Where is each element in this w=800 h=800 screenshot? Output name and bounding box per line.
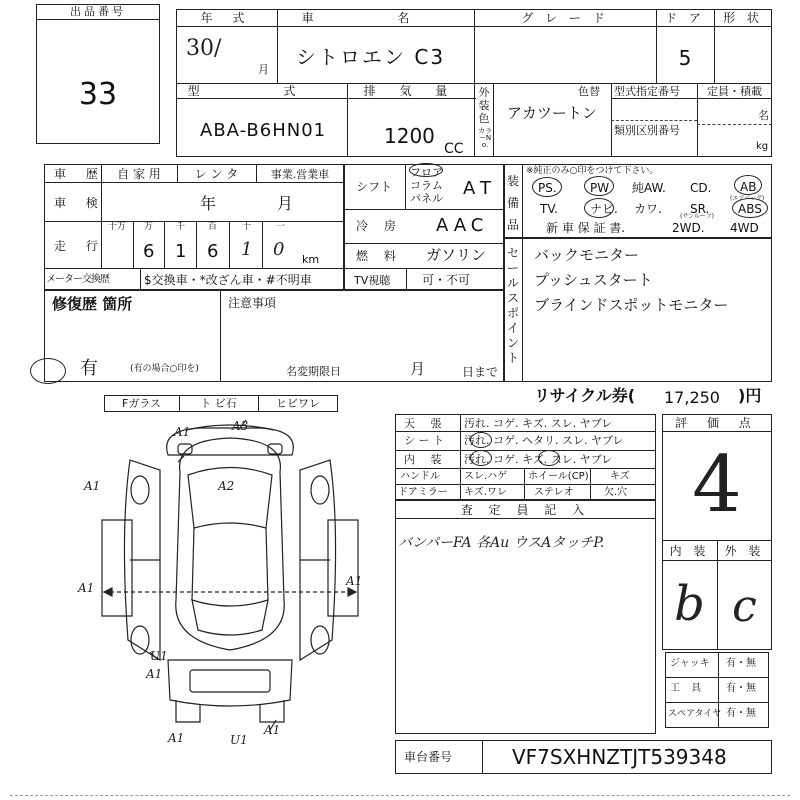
mileage-unit-10: 十 <box>242 222 252 232</box>
inspection-month-unit: 月 <box>277 194 294 213</box>
stereo-label: ステレオ <box>534 487 574 498</box>
inspection-label: 車 検 <box>54 196 106 210</box>
mark-a1-right: A1 <box>346 574 363 588</box>
shift-option-floor: フロア <box>410 166 443 179</box>
mirror-label: ドアミラー <box>398 487 448 498</box>
tv-value: 可・不可 <box>422 273 471 287</box>
color-no-label: カラーNo. <box>478 127 492 149</box>
history-private: 自 家 用 <box>117 167 161 181</box>
seat-dirt-circle <box>470 432 492 448</box>
wheel-label: ホイール(CP) <box>528 471 589 482</box>
mileage-unit-100: 百 <box>208 222 218 232</box>
chassis-number: VF7SXHNZTJT539348 <box>512 745 727 769</box>
grade-exterior-label: 外 装 <box>724 544 765 558</box>
name-change-label: 名変期限日 <box>286 365 341 378</box>
year-label: 年 式 <box>200 11 253 25</box>
grade-label: グ レ ー ド <box>521 11 609 25</box>
equip-warranty: 新 車 保 証 書. <box>546 221 626 235</box>
mileage-unit-1k: 千 <box>176 222 186 232</box>
equip-4wd: 4WD <box>730 221 759 235</box>
mirror-options: キズ.ワレ <box>464 487 507 498</box>
history-label: 車 歴 <box>54 167 106 181</box>
mileage-digit-100: 6 <box>207 241 219 262</box>
equip-sr-note: (サンルーフ) <box>680 213 714 220</box>
equip-tv: TV. <box>540 202 558 216</box>
history-rental: レ ン タ <box>194 167 239 181</box>
interior-seat-options: 汚れ. コゲ. ヘタリ. スレ. ヤブレ <box>464 434 624 447</box>
tool-spare-value: 有・無 <box>726 708 756 719</box>
recycle-label: リサイクル券( <box>534 386 636 405</box>
mark-u1-rear: U1 <box>230 733 248 747</box>
meter-options: $交換車・*改ざん車・#不明車 <box>144 273 312 287</box>
interior-ceiling-label: 天 張 <box>404 417 448 430</box>
color-change-label: 色替 <box>578 85 600 98</box>
inspector-label: 査 定 員 記 入 <box>460 503 591 517</box>
capacity-label: 定員・積載 <box>707 85 762 98</box>
trim-dirt-circle <box>470 450 492 466</box>
exterior-label: 外装色 <box>478 86 490 125</box>
shift-label: シフト <box>356 180 393 194</box>
interior-trim-options: 汚れ. コゲ. キズ. スレ. ヤブレ <box>464 453 613 466</box>
displacement-unit: CC <box>444 141 464 157</box>
doors-label: ド ア <box>665 11 705 25</box>
fuel-value: ガソリン <box>426 246 487 264</box>
mileage-digit-1k: 1 <box>175 241 187 262</box>
ac-label: 冷 房 <box>356 219 402 233</box>
mark-a1-left: A1 <box>78 581 95 595</box>
steering-label: ハンドル <box>400 471 440 482</box>
name-change-month: 月 <box>410 360 426 378</box>
make-value: シトロエン C3 <box>296 45 446 69</box>
sales-points-label: セールスポイント <box>506 246 519 365</box>
equip-leather: カワ. <box>634 202 662 216</box>
equip-ps: PS. <box>538 181 557 195</box>
steering-options: スレ.ハゲ <box>464 471 508 482</box>
equip-aw: 純AW. <box>632 181 666 195</box>
equip-sr: SR. <box>690 202 710 216</box>
model-label: 型 式 <box>187 84 336 98</box>
trim-scratch-circle <box>538 450 560 466</box>
model-value: ABA-B6HN01 <box>200 120 327 141</box>
shape-label: 形 状 <box>723 11 763 25</box>
class-label: 類別区別番号 <box>614 124 680 137</box>
mark-a1-rear: A1 <box>168 731 185 745</box>
mark-u1-side: U1 <box>150 649 168 663</box>
equip-2wd: 2WD. <box>672 221 705 235</box>
interior-ceiling-options: 汚れ. コゲ. キズ. スレ. ヤブレ <box>464 417 613 430</box>
grade-label: 評 価 点 <box>675 416 759 430</box>
color-value: アカツートン <box>507 104 597 122</box>
repair-label: 修復歴 箇所 <box>52 295 133 313</box>
inspection-year-unit: 年 <box>200 194 217 213</box>
cautions-label: 注意事項 <box>228 296 277 310</box>
grade-exterior-value: c <box>732 581 757 632</box>
sales-point-1: バックモニター <box>534 246 640 264</box>
recycle-unit: )円 <box>738 386 762 405</box>
mileage-digit-10: 1 <box>241 239 253 260</box>
mileage-digit-1: 0 <box>273 239 285 260</box>
stereo-options: 欠.穴 <box>604 487 628 498</box>
make-label: 車 名 <box>301 11 450 25</box>
equip-pw: PW <box>590 181 610 195</box>
mileage-digit-10k: 6 <box>143 241 155 262</box>
mileage-unit-1: 一 <box>276 222 286 232</box>
equipment-label: 装備品 <box>506 174 519 232</box>
tool-kit-label: 工 具 <box>670 683 706 694</box>
chassis-label: 車台番号 <box>404 750 453 764</box>
glass-chip: ト ビ石 <box>200 397 237 410</box>
lot-number: 33 <box>78 77 118 112</box>
tv-label: TV視聴 <box>354 274 391 287</box>
wheel-options: キズ <box>610 471 630 482</box>
capacity-unit-people: 名 <box>758 109 769 122</box>
mileage-unit: km <box>302 253 320 266</box>
equip-abs: ABS <box>738 202 762 216</box>
displacement-label: 排 気 量 <box>363 84 458 98</box>
interior-trim-label: 内 装 <box>404 453 448 466</box>
mark-a1-rear-left: A1 <box>146 667 163 681</box>
sales-point-2: プッシュスタート <box>534 271 653 289</box>
name-change-day: 日まで <box>462 365 499 379</box>
doors-value: 5 <box>678 46 692 70</box>
equip-navi: ナビ. <box>590 202 618 216</box>
mark-a1-front: A1 <box>174 425 191 439</box>
inspector-note: バンパーFA 各Au ウスAタッチP. <box>398 535 605 551</box>
displacement-value: 1200 <box>384 124 435 148</box>
shift-option-column: コラム <box>410 179 443 192</box>
grade-interior-label: 内 装 <box>669 544 710 558</box>
recycle-amount: 17,250 <box>664 388 720 407</box>
ac-value: AAC <box>436 215 489 236</box>
interior-seat-label: シ ー ト <box>404 434 444 447</box>
mark-a2: A2 <box>218 479 235 493</box>
glass-f: Fガラス <box>122 397 161 410</box>
glass-crack: ヒビワレ <box>276 397 320 410</box>
mileage-unit-10k: 万 <box>144 222 154 232</box>
repair-note: (有の場合○印を) <box>130 364 199 374</box>
tool-spare-label: スペアタイヤ <box>668 709 722 719</box>
fuel-label: 燃 料 <box>356 249 402 263</box>
tool-jack-label: ジャッキ <box>670 658 710 669</box>
equip-ab: AB <box>740 180 757 194</box>
sales-point-3: ブラインドスポットモニター <box>534 296 729 314</box>
grade-interior-value: b <box>674 576 705 632</box>
tool-kit-value: 有・無 <box>726 683 756 694</box>
mark-a1-left-front: A1 <box>84 479 101 493</box>
meter-label: メーター交換歴 <box>46 274 109 285</box>
shift-option-panel: パネル <box>410 192 443 205</box>
equip-ab-note: (エアバッグ) <box>730 195 765 202</box>
year-value: 30/ <box>186 36 222 61</box>
type-approval-label: 型式指定番号 <box>614 85 680 98</box>
history-business: 事業.営業車 <box>270 168 330 181</box>
shift-value: AT <box>463 178 497 199</box>
equip-cd: CD. <box>690 181 712 195</box>
mark-a3: A3 <box>232 419 249 433</box>
year-unit: 月 <box>258 63 269 76</box>
mark-a1-rear-right: A1 <box>264 723 281 737</box>
mileage-unit-100k: 十万 <box>108 222 127 232</box>
equipment-note: ※純正のみ○印をつけて下さい。 <box>526 166 659 176</box>
grade-score: 4 <box>692 440 742 530</box>
tool-jack-value: 有・無 <box>726 658 756 669</box>
repair-value: 有 <box>80 358 98 379</box>
capacity-unit-kg: kg <box>756 141 769 152</box>
mileage-label: 走 行 <box>54 239 106 253</box>
lot-label: 出品番号 <box>70 5 126 18</box>
